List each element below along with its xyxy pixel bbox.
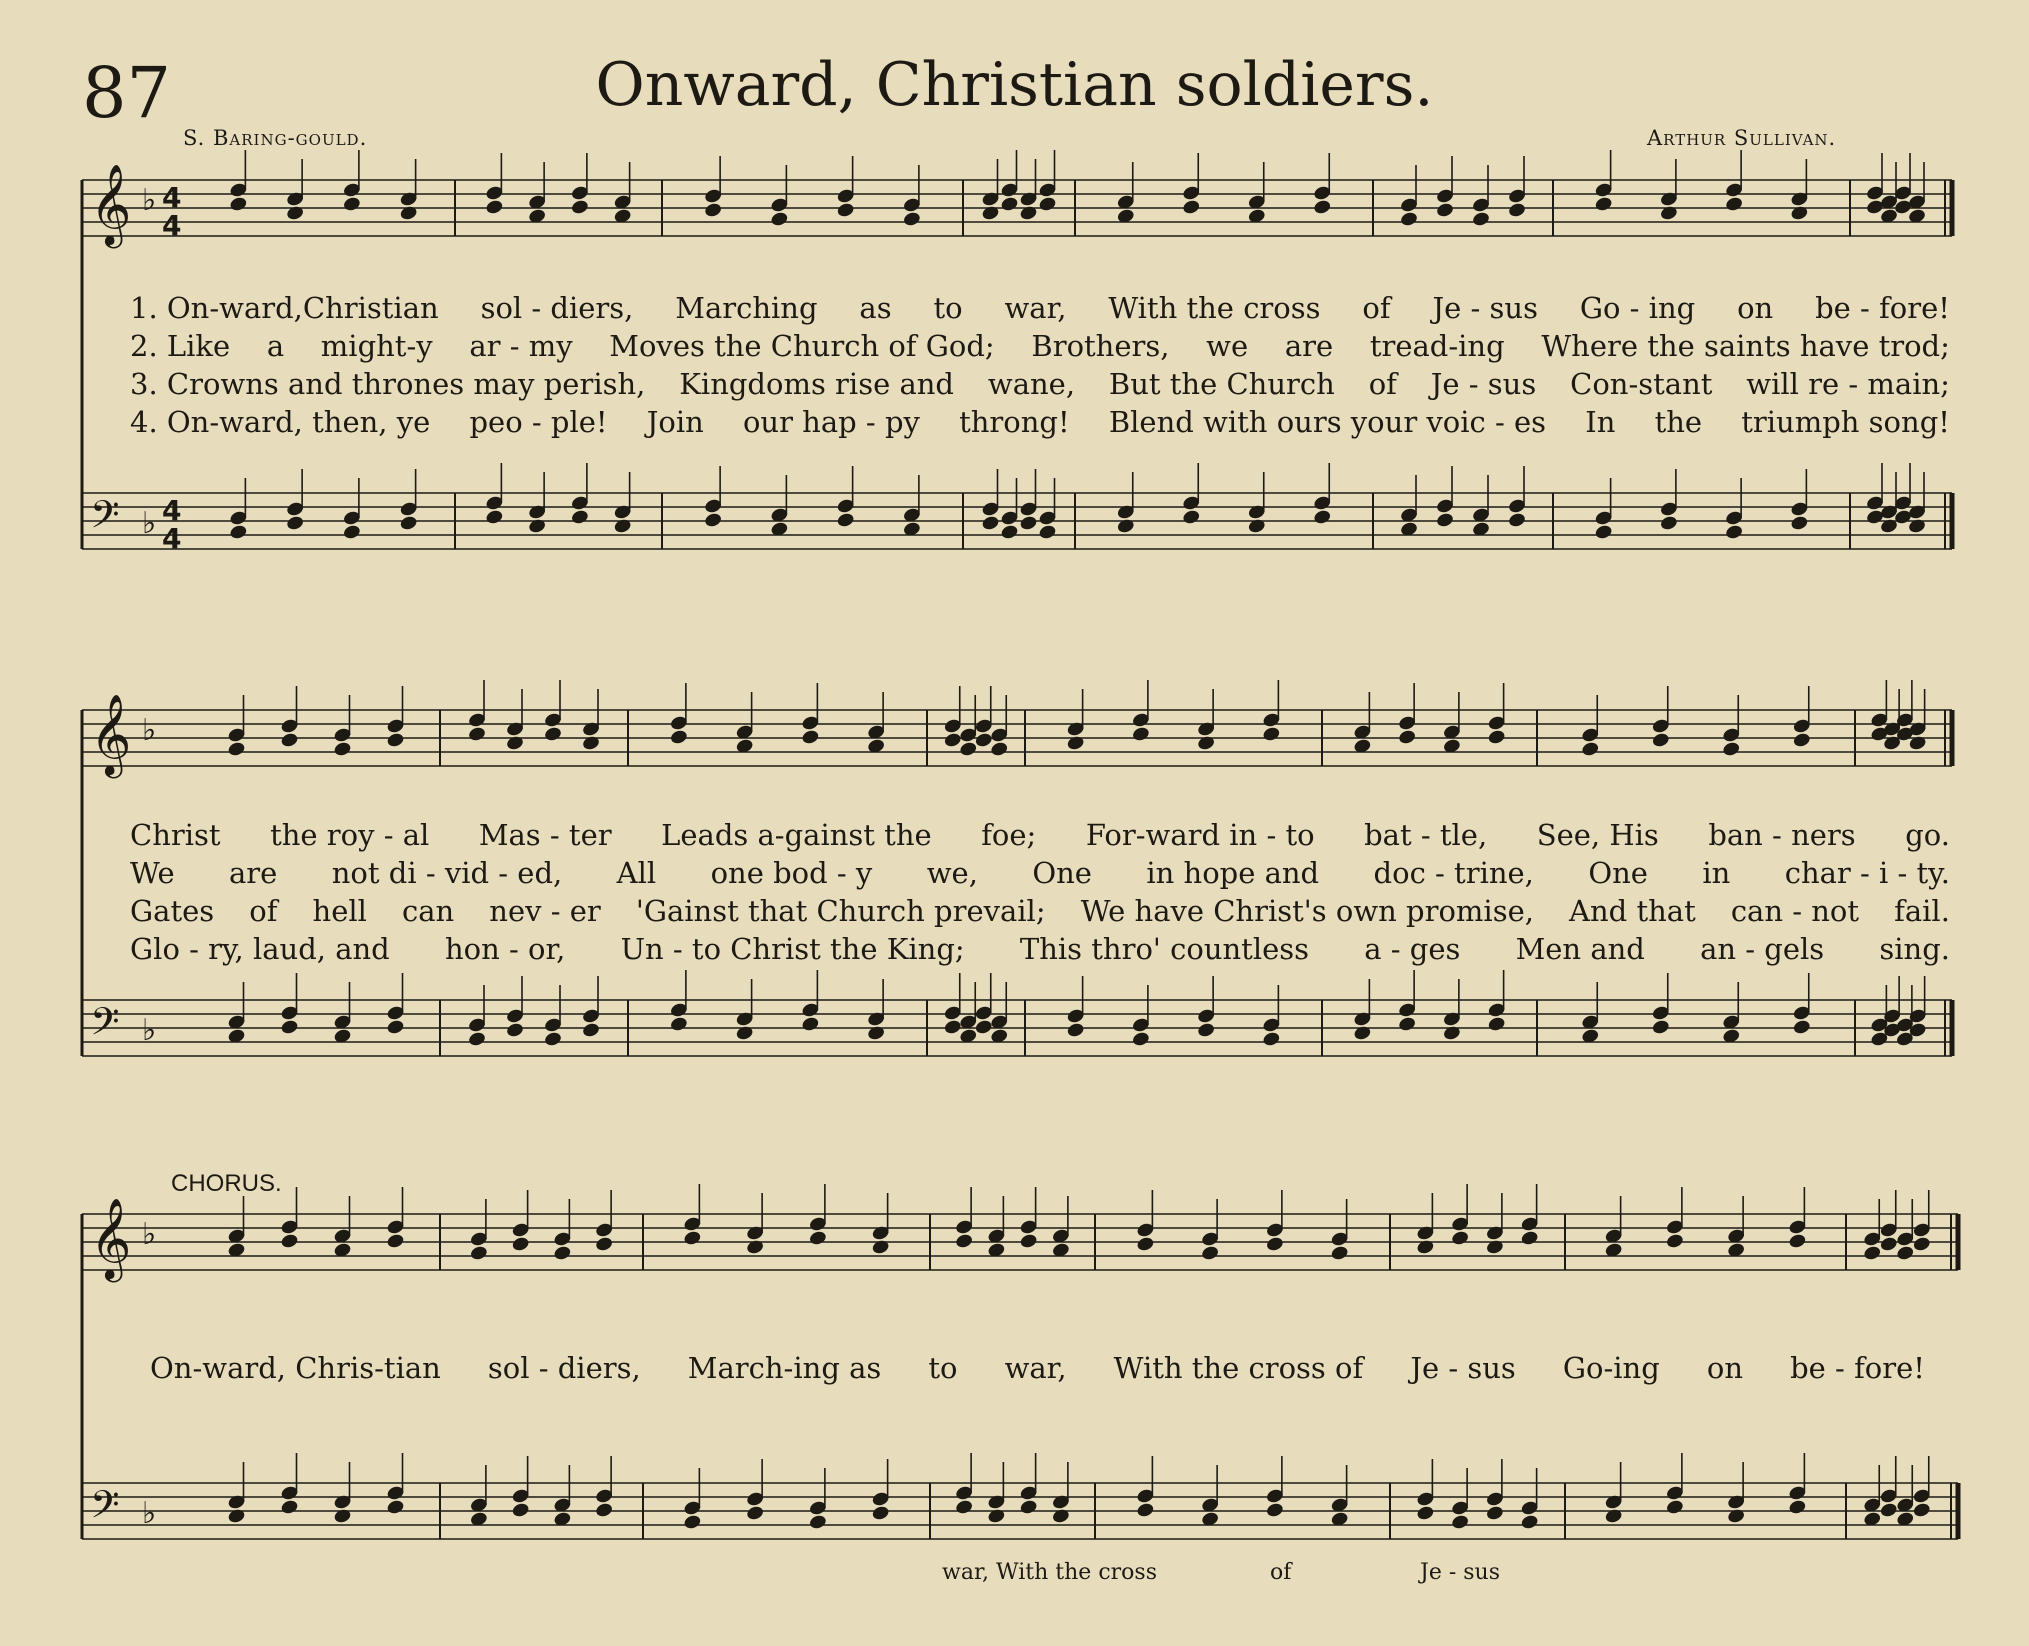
note-head (553, 1245, 572, 1262)
note-head (1131, 1031, 1150, 1048)
note-head (959, 741, 978, 758)
treble-clef-icon: 𝄞 (90, 693, 132, 775)
note-head (974, 1019, 993, 1036)
note-head (1665, 1233, 1684, 1250)
note-head (1594, 524, 1613, 541)
note-head (1265, 1502, 1284, 1519)
note-head (1722, 741, 1741, 758)
note-head (704, 512, 723, 529)
note-head (1353, 1025, 1372, 1042)
note-head (1313, 509, 1332, 526)
note-head (943, 732, 962, 749)
note-head (399, 205, 418, 222)
note-head (1116, 518, 1135, 535)
bass-clef-icon: 𝄢 (90, 1482, 120, 1536)
note-head (1485, 1239, 1504, 1256)
note-head (511, 1236, 530, 1253)
note-head (1725, 196, 1744, 213)
note-head (1442, 1025, 1461, 1042)
time-signature: 4 (162, 494, 182, 527)
note-head (581, 735, 600, 752)
note-head (1131, 726, 1150, 743)
note-head (1066, 735, 1085, 752)
note-head (981, 515, 1000, 532)
note-head (955, 1499, 974, 1516)
note-head (1197, 1022, 1216, 1039)
note-head (1182, 509, 1201, 526)
note-head (1000, 196, 1019, 213)
note-head (1038, 524, 1057, 541)
bass-cue-lyric: war, With the cross (942, 1560, 1157, 1585)
note-head (1487, 1016, 1506, 1033)
treble-clef-icon: 𝄞 (90, 1197, 132, 1279)
note-head (342, 196, 361, 213)
note-head (1451, 1514, 1470, 1531)
bass-clef-icon: 𝄢 (90, 999, 120, 1053)
note-head (801, 729, 820, 746)
chorus-lyrics: On-ward, Chris-tian sol - diers, March-ing as to war, With the cross of Je - sus Go-ing on be - fore! (150, 1351, 1925, 1385)
words-author: S. Baring-gould. (183, 126, 368, 150)
note-head (1896, 1245, 1915, 1262)
note-head (1659, 205, 1678, 222)
flat-icon: ♭ (142, 1217, 157, 1252)
hymn-number: 87 (82, 52, 172, 134)
note-head (871, 1505, 890, 1522)
note-head (1485, 1505, 1504, 1522)
note-head (1788, 1499, 1807, 1516)
note-head (1792, 1019, 1811, 1036)
note-head (955, 1233, 974, 1250)
note-head (683, 1514, 702, 1531)
note-head (1788, 1233, 1807, 1250)
note-head (1907, 518, 1926, 535)
note-head (1000, 524, 1019, 541)
note-head (1659, 515, 1678, 532)
note-head (836, 512, 855, 529)
note-head (1038, 196, 1057, 213)
note-head (280, 1499, 299, 1516)
note-head (1651, 732, 1670, 749)
note-head (669, 1016, 688, 1033)
hymn-title: Onward, Christian soldiers. (595, 50, 1434, 120)
note-head (613, 518, 632, 535)
note-head (1435, 202, 1454, 219)
note-head (808, 1514, 827, 1531)
note-head (342, 524, 361, 541)
note-head (229, 524, 248, 541)
flat-icon: ♭ (142, 1013, 157, 1048)
note-head (485, 509, 504, 526)
note-head (1399, 211, 1418, 228)
note-head (386, 1019, 405, 1036)
flat-icon: ♭ (142, 713, 157, 748)
verse-3-line-2: Gates of hell can nev - er 'Gainst that Church prevail; We have Christ's own promise, And that can - not fail. (130, 894, 1950, 928)
note-head (570, 509, 589, 526)
note-head (1451, 1230, 1470, 1247)
note-head (286, 205, 305, 222)
note-head (801, 1016, 820, 1033)
note-head (867, 1025, 886, 1042)
note-head (1912, 1502, 1931, 1519)
note-head (1879, 1502, 1898, 1519)
note-head (1262, 1031, 1281, 1048)
verse-1-line-1: 1. On-ward,Christian sol - diers, Marching as to war, With the cross of Je - sus Go - ing on be - fore! (130, 291, 1950, 325)
time-signature: 4 (162, 522, 182, 555)
note-head (981, 205, 1000, 222)
note-head (1330, 1245, 1349, 1262)
note-head (280, 1233, 299, 1250)
note-head (1398, 1016, 1417, 1033)
note-head (1201, 1245, 1220, 1262)
note-head (485, 199, 504, 216)
note-head (227, 1508, 246, 1525)
note-head (399, 515, 418, 532)
note-head (808, 1230, 827, 1247)
note-head (1019, 1233, 1038, 1250)
note-head (1019, 515, 1038, 532)
note-head (1019, 205, 1038, 222)
note-head (974, 732, 993, 749)
note-head (1665, 1499, 1684, 1516)
flat-icon: ♭ (142, 183, 157, 218)
note-head (386, 1233, 405, 1250)
verse-3-line-1: 3. Crowns and thrones may perish, Kingdoms rise and wane, But the Church of Je - sus Con-stant will re - main; (130, 367, 1950, 401)
note-head (1051, 1508, 1070, 1525)
note-head (581, 1022, 600, 1039)
note-head (1416, 1239, 1435, 1256)
chorus-label: CHORUS. (171, 1170, 282, 1197)
note-head (1398, 729, 1417, 746)
note-head (1727, 1508, 1746, 1525)
note-head (1725, 524, 1744, 541)
note-head (1471, 211, 1490, 228)
note-head (543, 726, 562, 743)
note-head (227, 741, 246, 758)
note-head (386, 732, 405, 749)
note-head (1435, 512, 1454, 529)
bass-clef-icon: 𝄢 (90, 492, 120, 546)
verse-1-line-2: Christ the roy - al Mas - ter Leads a-gainst the foe; For-ward in - to bat - tle, See, His ban - ners go. (130, 818, 1950, 852)
note-head (943, 1019, 962, 1036)
note-head (505, 735, 524, 752)
note-head (467, 726, 486, 743)
note-head (286, 515, 305, 532)
flat-icon: ♭ (142, 506, 157, 541)
note-head (1487, 729, 1506, 746)
note-head (1651, 1019, 1670, 1036)
time-signature: 4 (162, 181, 182, 214)
note-head (1879, 1236, 1898, 1253)
note-head (1313, 199, 1332, 216)
note-head (1604, 1508, 1623, 1525)
note-head (704, 202, 723, 219)
note-head (1520, 1230, 1539, 1247)
note-head (1416, 1505, 1435, 1522)
note-head (770, 211, 789, 228)
note-head (1182, 199, 1201, 216)
verse-2-line-2: We are not di - vid - ed, All one bod - y we, One in hope and doc - trine, One in char - i - ty. (130, 856, 1950, 890)
note-head (543, 1031, 562, 1048)
note-head (1136, 1236, 1155, 1253)
note-head (511, 1502, 530, 1519)
note-head (746, 1505, 765, 1522)
note-head (990, 741, 1009, 758)
note-head (1262, 726, 1281, 743)
note-head (1019, 1499, 1038, 1516)
note-head (987, 1508, 1006, 1525)
bass-cue-lyric: Je - sus (1420, 1560, 1501, 1585)
note-head (469, 1245, 488, 1262)
note-head (1066, 1022, 1085, 1039)
note-head (1507, 202, 1526, 219)
note-head (836, 202, 855, 219)
note-head (386, 1499, 405, 1516)
note-head (1792, 732, 1811, 749)
note-head (1790, 205, 1809, 222)
verse-4-line-1: 4. On-ward, then, ye peo - ple! Join our hap - py throng! Blend with ours your voic - es In the triumph song! (130, 405, 1950, 439)
bass-cue-lyric: of (1270, 1560, 1292, 1585)
note-head (229, 196, 248, 213)
note-head (467, 1031, 486, 1048)
note-head (1908, 735, 1927, 752)
note-head (280, 732, 299, 749)
note-head (1581, 741, 1600, 758)
note-head (570, 199, 589, 216)
note-head (1912, 1236, 1931, 1253)
note-head (595, 1236, 614, 1253)
note-head (1507, 512, 1526, 529)
verse-2-line-1: 2. Like a might-y ar - my Moves the Church of God; Brothers, we are tread-ing Where the saints have trod; (130, 329, 1950, 363)
note-head (1790, 515, 1809, 532)
flat-icon: ♭ (142, 1496, 157, 1531)
note-head (1136, 1502, 1155, 1519)
note-head (1863, 1245, 1882, 1262)
note-head (333, 741, 352, 758)
note-head (528, 518, 547, 535)
note-head (1247, 518, 1266, 535)
note-head (683, 1230, 702, 1247)
note-head (669, 729, 688, 746)
note-head (1265, 1236, 1284, 1253)
note-head (1520, 1514, 1539, 1531)
note-head (505, 1022, 524, 1039)
note-head (1594, 196, 1613, 213)
note-head (871, 1239, 890, 1256)
treble-clef-icon: 𝄞 (90, 163, 132, 245)
time-signature: 4 (162, 209, 182, 242)
note-head (746, 1239, 765, 1256)
note-head (735, 1025, 754, 1042)
note-head (333, 1508, 352, 1525)
note-head (1197, 735, 1216, 752)
note-head (280, 1019, 299, 1036)
music-composer: Arthur Sullivan. (1647, 126, 1837, 150)
note-head (595, 1502, 614, 1519)
verse-4-line-2: Glo - ry, laud, and hon - or, Un - to Christ the King; This thro' countless a - ges Men and an - gels sing. (130, 932, 1950, 966)
note-head (902, 211, 921, 228)
